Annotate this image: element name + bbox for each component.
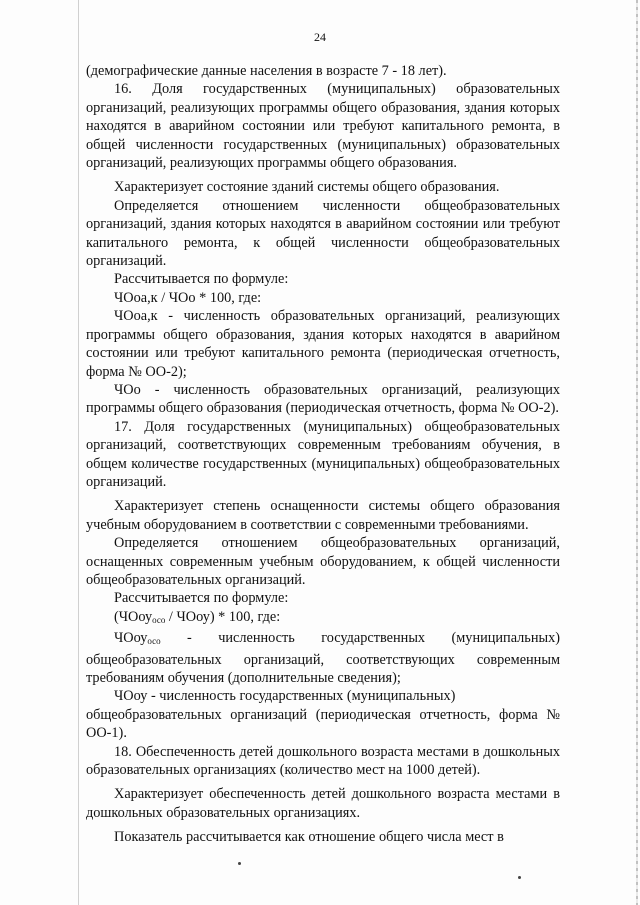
definition-text: - численность государственных (муниципальных) общеобразовательных организаций, соответствующих современным требованиям обучения (дополнительные сведения); bbox=[86, 630, 560, 686]
section-16-heading: 16. Доля государственных (муниципальных) образовательных организаций, реализующих программы общего образования, здания которых находятся в аварийном состоянии или требуют капитального ремонта, в общей численности государственных (муниципальных) образовательных организаций, реализующих программы общего образования. bbox=[86, 81, 560, 172]
paragraph: Рассчитывается по формуле: bbox=[114, 590, 289, 607]
definition bbox=[86, 687, 560, 705]
paragraph: общеобразовательных организаций (периодическая отчетность, форма № ОО-1). bbox=[86, 706, 560, 742]
definition-term: ЧОоу bbox=[114, 630, 148, 647]
scan-margin-line bbox=[78, 0, 79, 905]
formula-term: (ЧОоу bbox=[114, 608, 153, 625]
paragraph: Характеризует степень оснащенности системы общего образования учебным оборудованием в соответствии с современными требованиями. bbox=[86, 498, 560, 533]
definition-term: ЧОоу bbox=[114, 688, 148, 705]
page-number: 24 bbox=[314, 30, 326, 44]
scan-speck bbox=[238, 862, 241, 865]
scan-edge-noise bbox=[636, 0, 638, 905]
paragraph: Характеризует состояние зданий системы общего образования. bbox=[114, 179, 500, 196]
scan-speck bbox=[518, 876, 521, 879]
formula-rest: / ЧОоу) * 100, где: bbox=[165, 608, 281, 625]
definition bbox=[86, 629, 560, 687]
paragraph: Определяется отношением численности общеобразовательных организаций, здания которых находятся в аварийном состоянии или требуют капитального ремонта, к общей численности общеобразовательных организаций. bbox=[86, 197, 560, 270]
definition: ЧОоа,к - численность образовательных организаций, реализующих программы общего образования, здания которых находятся в аварийном состоянии или требуют капитального ремонта (периодическая отчетность, форма № ОО-2); bbox=[86, 308, 560, 380]
section-18-heading: 18. Обеспеченность детей дошкольного возраста местами в дошкольных образовательных организациях (количество мест на 1000 детей). bbox=[86, 743, 560, 779]
formula-17 bbox=[86, 608, 560, 629]
definition-text: - численность государственных (муниципальных) bbox=[147, 688, 456, 705]
paragraph: (демографические данные населения в возрасте 7 - 18 лет). bbox=[86, 63, 447, 79]
definition: ЧОо - численность образовательных организаций, реализующих программы общего образования (периодическая отчетность, форма № ОО-2). bbox=[86, 381, 560, 417]
paragraph: Показатель рассчитывается как отношение общего числа мест в bbox=[114, 829, 504, 846]
formula-16: ЧОоа,к / ЧОо * 100, где: bbox=[114, 289, 262, 306]
formula-subscript: осо bbox=[152, 614, 166, 625]
section-17-heading: 17. Доля государственных (муниципальных) общеобразовательных организаций, соответствующих современным требованиям обучения, в общем количестве государственных (муниципальных) общеобразовательных организаций. bbox=[86, 418, 560, 490]
paragraph: Определяется отношением общеобразовательных организаций, оснащенных современным учебным оборудованием, к общей численности общеобразовательных организаций. bbox=[86, 535, 560, 588]
paragraph: Характеризует обеспеченность детей дошкольного возраста местами в дошкольных образовательных организациях. bbox=[86, 786, 560, 821]
document-body bbox=[86, 62, 560, 847]
paragraph: Рассчитывается по формуле: bbox=[114, 271, 289, 288]
definition-subscript: осо bbox=[147, 636, 161, 647]
